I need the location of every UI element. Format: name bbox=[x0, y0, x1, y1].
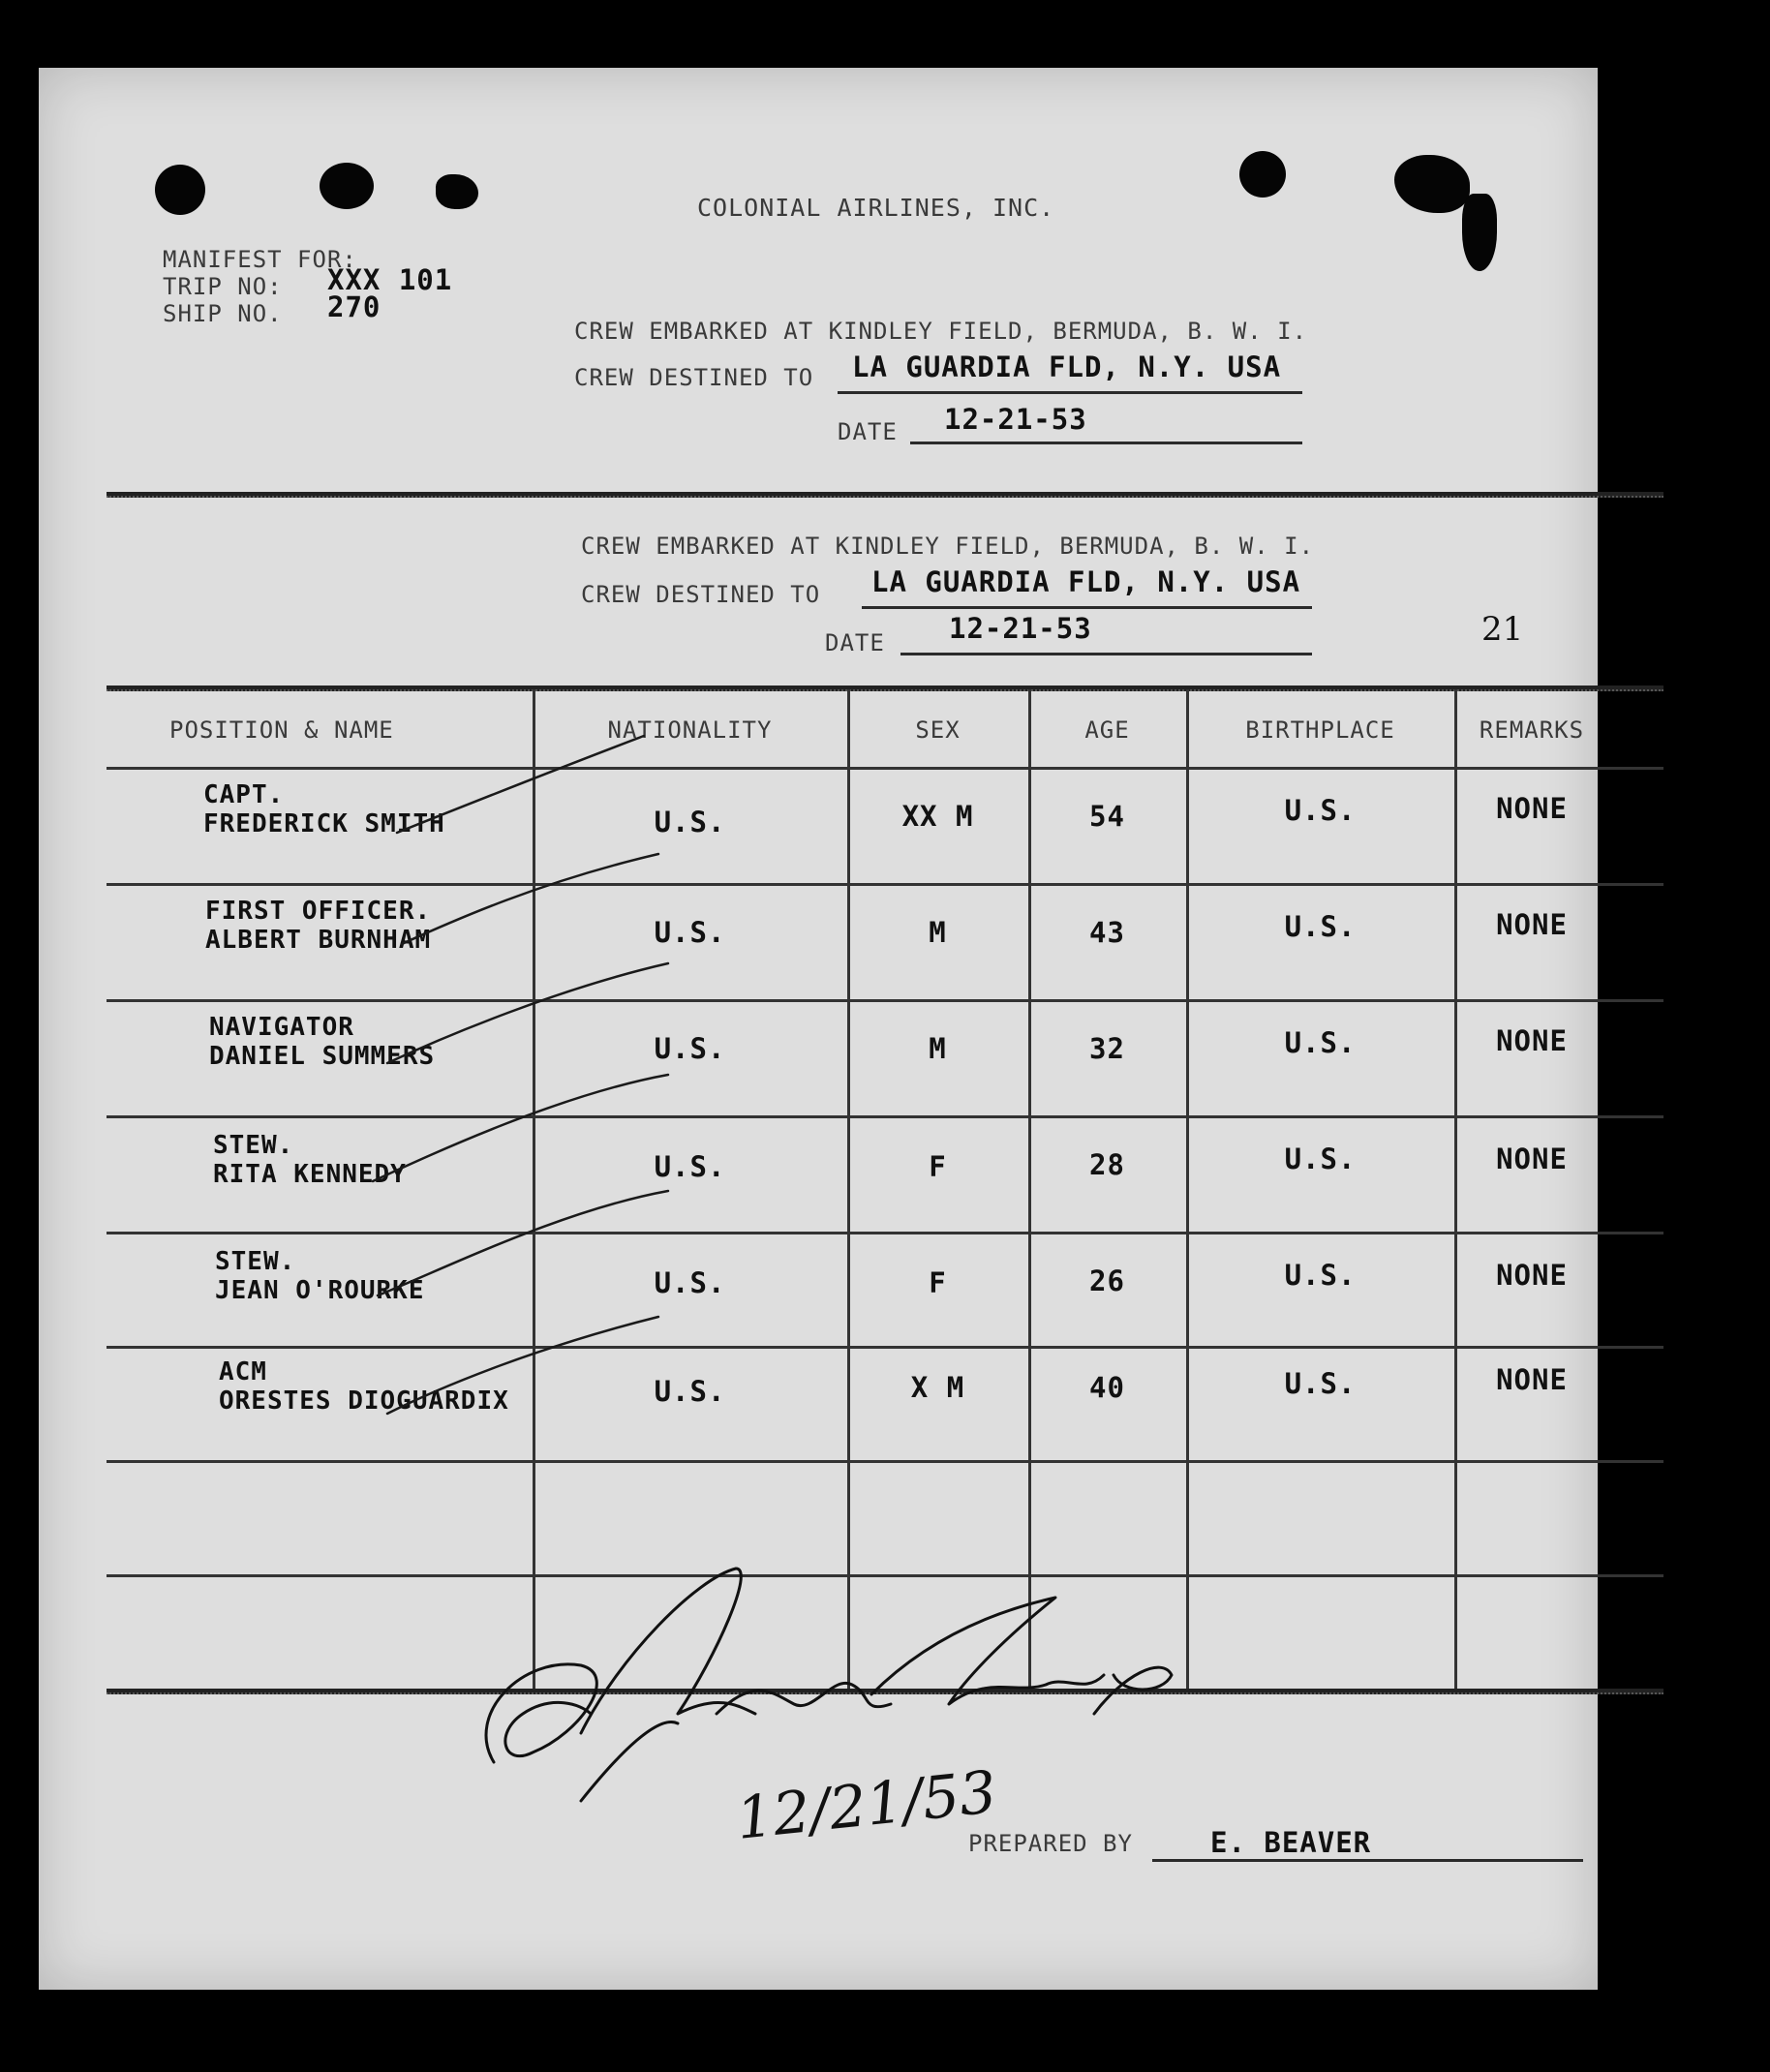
row-birthplace: U.S. bbox=[1284, 1143, 1357, 1175]
row-name: ORESTES DIOGUARDIX bbox=[219, 1386, 509, 1416]
date-label: DATE bbox=[825, 629, 885, 656]
row-age: 28 bbox=[1089, 1148, 1125, 1181]
row-birthplace: U.S. bbox=[1284, 1259, 1357, 1292]
destined-label: CREW DESTINED TO bbox=[574, 364, 814, 391]
date-value: 12-21-53 bbox=[944, 403, 1087, 436]
row-name: DANIEL SUMMERS bbox=[209, 1042, 436, 1071]
trip-label: TRIP NO: bbox=[163, 273, 283, 300]
row-age: 40 bbox=[1089, 1371, 1125, 1404]
row-position: ACM bbox=[219, 1357, 267, 1386]
header-position-name: POSITION & NAME bbox=[169, 716, 394, 744]
header-birthplace: BIRTHPLACE bbox=[1245, 716, 1395, 744]
row-remarks: NONE bbox=[1496, 1024, 1568, 1057]
prepared-underline bbox=[1152, 1859, 1583, 1862]
date-value: 12-21-53 bbox=[949, 612, 1092, 645]
row-nationality: U.S. bbox=[654, 1150, 726, 1183]
destined-value: LA GUARDIA FLD, N.Y. USA bbox=[852, 350, 1282, 383]
row-position: STEW. bbox=[215, 1247, 296, 1276]
row-position: NAVIGATOR bbox=[209, 1013, 354, 1042]
row-nationality: U.S. bbox=[654, 1032, 726, 1065]
destined-label: CREW DESTINED TO bbox=[581, 581, 821, 608]
row-sex: X M bbox=[910, 1371, 965, 1404]
row-name: RITA KENNEDY bbox=[213, 1160, 407, 1189]
manifest-label: MANIFEST FOR: bbox=[163, 246, 357, 273]
row-age: 32 bbox=[1089, 1032, 1125, 1065]
row-position: FIRST OFFICER. bbox=[205, 897, 432, 926]
row-nationality: U.S. bbox=[654, 806, 726, 838]
header-nationality: NATIONALITY bbox=[607, 716, 773, 744]
prepared-value: E. BEAVER bbox=[1210, 1826, 1372, 1859]
destined-value: LA GUARDIA FLD, N.Y. USA bbox=[871, 565, 1301, 598]
row-position: STEW. bbox=[213, 1131, 294, 1160]
handwritten-date: 12/21/53 bbox=[733, 1758, 1000, 1853]
row-age: 54 bbox=[1089, 800, 1125, 833]
row-nationality: U.S. bbox=[654, 1266, 726, 1299]
row-sex: M bbox=[929, 916, 947, 949]
row-sex: F bbox=[929, 1266, 947, 1299]
row-remarks: NONE bbox=[1496, 1363, 1568, 1396]
row-age: 43 bbox=[1089, 916, 1125, 949]
embarked-line: CREW EMBARKED AT KINDLEY FIELD, BERMUDA, B. W. I. bbox=[581, 533, 1315, 560]
embarked-line: CREW EMBARKED AT KINDLEY FIELD, BERMUDA, B. W. I. bbox=[574, 318, 1308, 345]
trip-value: XXX 101 bbox=[327, 263, 453, 296]
header-age: AGE bbox=[1084, 716, 1130, 744]
ship-value: 270 bbox=[327, 290, 381, 323]
row-sex: M bbox=[929, 1032, 947, 1065]
row-birthplace: U.S. bbox=[1284, 1026, 1357, 1059]
row-birthplace: U.S. bbox=[1284, 1367, 1357, 1400]
row-birthplace: U.S. bbox=[1284, 910, 1357, 943]
row-remarks: NONE bbox=[1496, 792, 1568, 825]
signature-icon bbox=[39, 68, 1598, 1990]
row-sex: XX M bbox=[901, 800, 974, 833]
manifest-page bbox=[39, 68, 1598, 1990]
row-sex: F bbox=[929, 1150, 947, 1183]
company-name: COLONIAL AIRLINES, INC. bbox=[697, 194, 1055, 222]
row-name: FREDERICK SMITH bbox=[203, 809, 445, 838]
page-number: 21 bbox=[1481, 610, 1524, 649]
row-name: JEAN O'ROURKE bbox=[215, 1276, 425, 1305]
date-label: DATE bbox=[838, 418, 898, 445]
row-nationality: U.S. bbox=[654, 916, 726, 949]
row-age: 26 bbox=[1089, 1265, 1125, 1297]
header-sex: SEX bbox=[915, 716, 961, 744]
row-remarks: NONE bbox=[1496, 1143, 1568, 1175]
ship-label: SHIP NO. bbox=[163, 300, 283, 327]
row-name: ALBERT BURNHAM bbox=[205, 926, 432, 955]
row-remarks: NONE bbox=[1496, 1259, 1568, 1292]
row-birthplace: U.S. bbox=[1284, 794, 1357, 827]
header-remarks: REMARKS bbox=[1479, 716, 1585, 744]
row-position: CAPT. bbox=[203, 780, 285, 809]
prepared-label: PREPARED BY bbox=[968, 1830, 1133, 1857]
row-remarks: NONE bbox=[1496, 908, 1568, 941]
row-nationality: U.S. bbox=[654, 1375, 726, 1408]
